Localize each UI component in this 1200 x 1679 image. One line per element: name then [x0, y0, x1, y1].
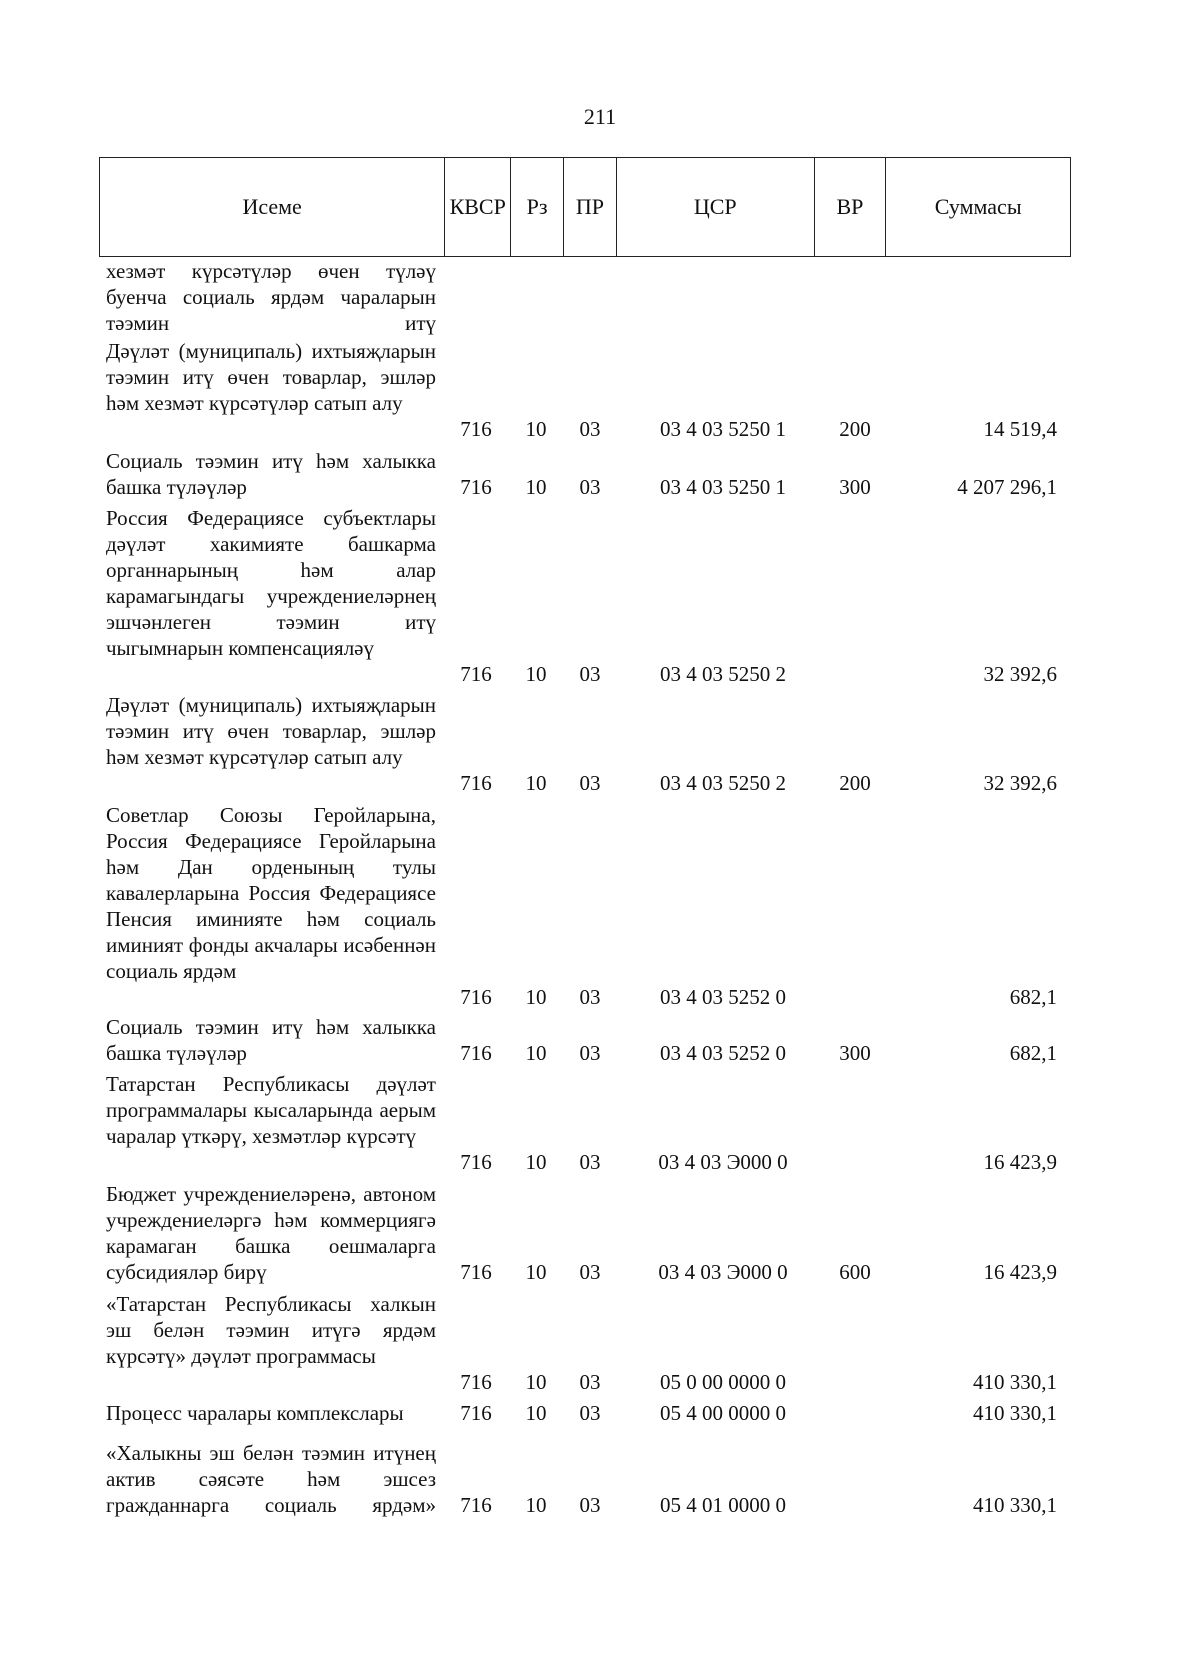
row-sum: 4 207 296,1 [957, 475, 1057, 499]
row-name: Процесс чаралары комплекслары [106, 1401, 404, 1425]
row-rz: 10 [525, 1150, 547, 1174]
header-rz: Рз [511, 158, 564, 256]
row-name: Татарстан Республикасы дәүләт программалары кысаларында аерым чаралар үткәрү, хезмәтләр күрсәтү [106, 1072, 436, 1148]
row-tsr: 03 4 03 5250 2 [660, 771, 786, 795]
row-kvsr: 716 [460, 662, 492, 686]
row-tsr: 05 0 00 0000 0 [660, 1370, 786, 1394]
row-name: Советлар Союзы Геройларына, Россия Федерациясе Геройларына һәм Дан орденының тулы кавалерларына Россия Федерациясе Пенсия иминияте һәм социаль иминият фонды акчалары исәбеннән социаль ярдәм [106, 803, 436, 983]
row-rz: 10 [525, 417, 547, 441]
row-sum: 410 330,1 [973, 1493, 1057, 1517]
row-name: Бюджет учреждениеләренә, автоном учреждениеләргә һәм коммерциягә карамаган башка оешмаларга субсидияләр бирү [106, 1182, 436, 1284]
row-rz: 10 [525, 1370, 547, 1394]
row-tsr: 05 4 00 0000 0 [660, 1401, 786, 1425]
row-rz: 10 [525, 475, 547, 499]
row-vr: 600 [839, 1260, 871, 1284]
row-tsr: 03 4 03 5250 1 [660, 417, 786, 441]
row-kvsr: 716 [460, 1150, 492, 1174]
row-pr: 03 [579, 1260, 601, 1284]
row-pr: 03 [579, 1493, 601, 1517]
row-pr: 03 [579, 475, 601, 499]
row-rz: 10 [525, 1401, 547, 1425]
header-name: Исеме [100, 158, 445, 256]
row-sum: 410 330,1 [973, 1370, 1057, 1394]
header-vr: ВР [815, 158, 887, 256]
row-name: Дәүләт (муниципаль) ихтыяҗларын тәэмин итү өчен товарлар, эшләр һәм хезмәт күрсәтүләр сатып алу [106, 339, 436, 415]
row-vr: 200 [839, 771, 871, 795]
row-tsr: 03 4 03 Э000 0 [658, 1150, 788, 1174]
header-pr: ПР [564, 158, 617, 256]
row-kvsr: 716 [460, 1041, 492, 1065]
row-pr: 03 [579, 1370, 601, 1394]
row-vr: 300 [839, 475, 871, 499]
row-sum: 32 392,6 [983, 662, 1057, 686]
row-rz: 10 [525, 1041, 547, 1065]
row-tsr: 03 4 03 5252 0 [660, 985, 786, 1009]
row-kvsr: 716 [460, 475, 492, 499]
row-kvsr: 716 [460, 771, 492, 795]
row-name: Социаль тәэмин итү һәм халыкка башка түләүләр [106, 1015, 436, 1065]
row-sum: 682,1 [1009, 985, 1057, 1009]
table-header [99, 157, 1071, 257]
header-tsr: ЦСР [617, 158, 815, 256]
row-rz: 10 [525, 1260, 547, 1284]
row-kvsr: 716 [460, 417, 492, 441]
row-sum: 410 330,1 [973, 1401, 1057, 1425]
row-sum: 682,1 [1009, 1041, 1057, 1065]
row-name: Россия Федерациясе субъектлары дәүләт хакимияте башкарма органнарының һәм алар карамагындагы учреждениеләрнең эшчәнлеген тәэмин итү чыгымнарын компенсацияләү [106, 506, 436, 660]
row-sum: 16 423,9 [983, 1150, 1057, 1174]
row-pr: 03 [579, 662, 601, 686]
row-kvsr: 716 [460, 1260, 492, 1284]
row-pr: 03 [579, 1041, 601, 1065]
row-kvsr: 716 [460, 985, 492, 1009]
row-vr: 300 [839, 1041, 871, 1065]
row-name: хезмәт күрсәтүләр өчен түләү буенча социаль ярдәм чараларын тәэмин итү [106, 259, 436, 335]
row-kvsr: 716 [460, 1370, 492, 1394]
row-sum: 14 519,4 [983, 417, 1057, 441]
row-name: «Татарстан Республикасы халкын эш белән тәэмин итүгә ярдәм күрсәтү» дәүләт программасы [106, 1292, 436, 1368]
row-kvsr: 716 [460, 1493, 492, 1517]
row-kvsr: 716 [460, 1401, 492, 1425]
row-name: Социаль тәэмин итү һәм халыкка башка түләүләр [106, 449, 436, 499]
row-pr: 03 [579, 985, 601, 1009]
row-tsr: 03 4 03 5252 0 [660, 1041, 786, 1065]
row-tsr: 03 4 03 Э000 0 [658, 1260, 788, 1284]
row-rz: 10 [525, 985, 547, 1009]
row-sum: 16 423,9 [983, 1260, 1057, 1284]
row-rz: 10 [525, 771, 547, 795]
row-pr: 03 [579, 1401, 601, 1425]
row-sum: 32 392,6 [983, 771, 1057, 795]
page-number: 211 [583, 104, 617, 129]
row-vr: 200 [839, 417, 871, 441]
row-pr: 03 [579, 1150, 601, 1174]
row-pr: 03 [579, 771, 601, 795]
row-pr: 03 [579, 417, 601, 441]
row-tsr: 05 4 01 0000 0 [660, 1493, 786, 1517]
row-tsr: 03 4 03 5250 1 [660, 475, 786, 499]
header-sum: Суммасы [934, 194, 1022, 219]
row-rz: 10 [525, 1493, 547, 1517]
header-kvsr: КВСР [445, 158, 511, 256]
row-rz: 10 [525, 662, 547, 686]
row-name: «Халыкны эш белән тәэмин итүнең актив сәясәте һәм эшсез гражданнарга социаль ярдәм» [106, 1441, 436, 1517]
row-name: Дәүләт (муниципаль) ихтыяҗларын тәэмин итү өчен товарлар, эшләр һәм хезмәт күрсәтүләр сатып алу [106, 693, 436, 769]
row-tsr: 03 4 03 5250 2 [660, 662, 786, 686]
